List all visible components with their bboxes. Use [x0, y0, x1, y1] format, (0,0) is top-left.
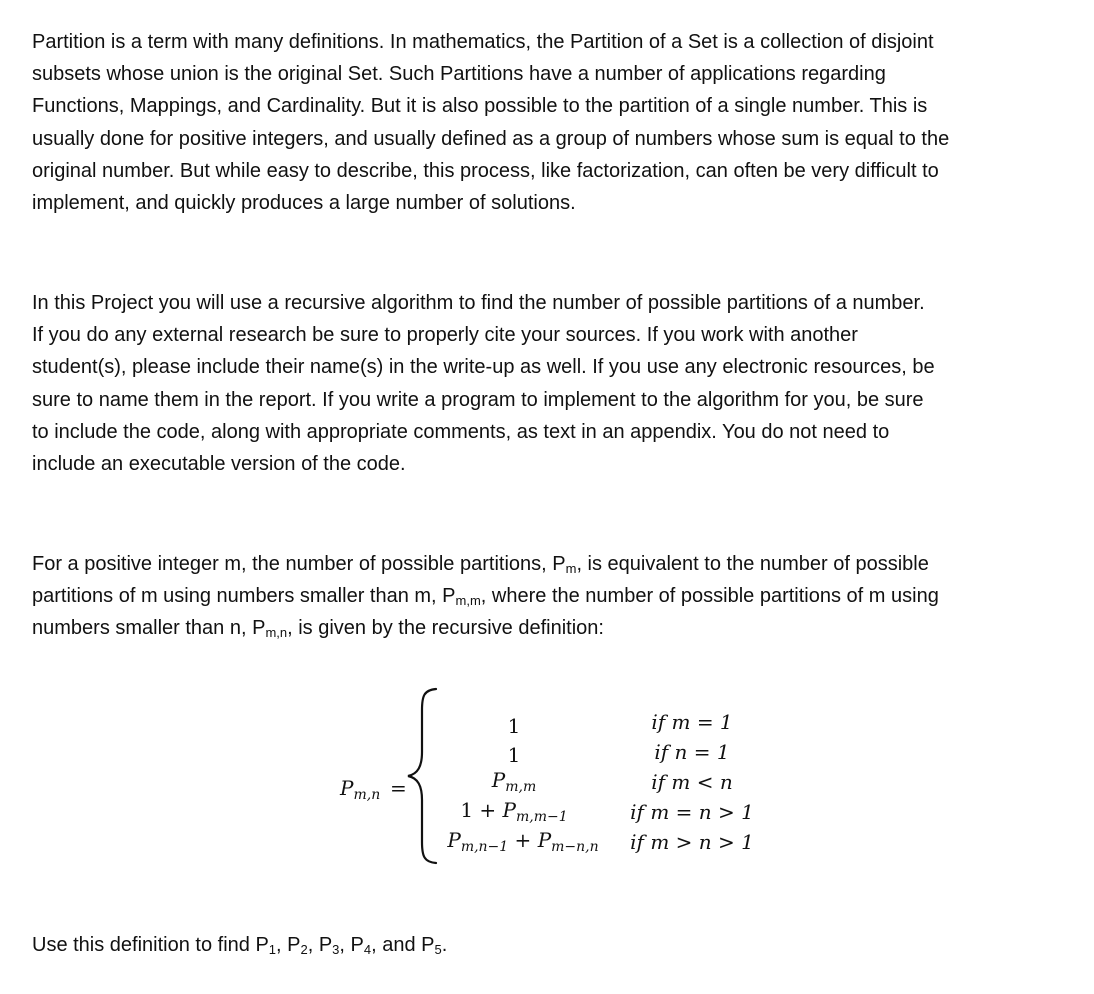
case-condition-4: if m = n > 1	[630, 800, 754, 824]
text-line: If you do any external research be sure to properly cite your sources. If you work with another	[32, 324, 858, 347]
text-line: include an executable version of the code.	[32, 453, 406, 476]
paragraph-partition-intro	[32, 26, 1072, 219]
formula-symbol: P	[491, 768, 506, 792]
formula-subscript: m−n,n	[551, 839, 599, 855]
text-line: to include the code, along with appropriate comments, as text in an appendix. You do not need to	[32, 420, 890, 443]
text-line	[32, 548, 1072, 580]
formula-symbol: P	[340, 776, 354, 800]
text-segment: Use this definition to find P	[32, 934, 269, 956]
subscript: 5	[434, 942, 442, 957]
case-value-2	[508, 743, 521, 767]
text-line	[32, 580, 1072, 612]
case-value-text: 1	[507, 714, 521, 738]
text-line: implement, and quickly produces a large number of solutions.	[32, 192, 576, 215]
text-segment: , P	[307, 934, 333, 956]
subscript: 2	[300, 942, 308, 957]
case-value-text: 1	[507, 743, 521, 767]
subscript: 1	[268, 942, 277, 957]
left-brace-icon	[402, 686, 442, 866]
formula-equals: =	[390, 776, 407, 800]
text-segment: , is equivalent to the number of possible	[576, 553, 929, 575]
text-segment: .	[441, 934, 448, 956]
case-value-text: 1 +	[460, 798, 503, 822]
formula-lhs	[340, 776, 381, 803]
text-line: subsets whose union is the original Set. Such Partitions have a number of applications regarding	[32, 63, 886, 86]
paragraph-task	[32, 929, 1072, 961]
text-line: Functions, Mappings, and Cardinality. But it is also possible to the partition of a single number. This is	[32, 95, 928, 118]
text-line	[32, 612, 1072, 644]
case-value-1	[508, 714, 521, 738]
text-segment: , P	[276, 934, 301, 956]
text-segment: partitions of m using numbers smaller than m, P	[32, 585, 456, 608]
formula-subscript: m,m	[505, 779, 537, 795]
formula-symbol: P	[502, 798, 517, 822]
case-condition-3: if m < n	[651, 770, 733, 794]
subscript: m	[565, 561, 577, 576]
subscript: 4	[363, 942, 372, 957]
subscript: m,m	[455, 593, 481, 609]
text-segment: , and P	[371, 934, 435, 956]
case-value-5	[447, 828, 599, 855]
text-line: In this Project you will use a recursive algorithm to find the number of possible partitions of a number.	[32, 292, 925, 314]
text-segment: numbers smaller than n, P	[32, 617, 266, 640]
text-line	[32, 929, 1072, 961]
text-segment: , is given by the recursive definition:	[287, 617, 604, 640]
formula-symbol: P	[447, 828, 461, 852]
text-segment: , P	[339, 934, 364, 956]
paragraph-definition	[32, 548, 1072, 645]
case-value-4	[460, 798, 568, 825]
formula-subscript: m,n	[353, 787, 381, 803]
subscript: 3	[332, 942, 340, 957]
formula-subscript: m,m−1	[516, 809, 568, 825]
subscript: m,n	[265, 625, 288, 641]
text-line: Partition is a term with many definitions. In mathematics, the Partition of a Set is a collection of disjoint	[32, 31, 934, 53]
case-value-3	[491, 768, 537, 795]
text-line: usually done for positive integers, and usually defined as a group of numbers whose sum is equal to the	[32, 127, 950, 150]
paragraph-project-instructions	[32, 287, 1072, 480]
case-condition-2: if n = 1	[654, 740, 730, 764]
text-segment: , where the number of possible partitions of m using	[480, 585, 939, 608]
case-condition-5: if m > n > 1	[630, 830, 754, 854]
formula-subscript: m,n−1	[460, 839, 509, 855]
case-value-text: +	[508, 828, 538, 852]
case-condition-1: if m = 1	[651, 710, 733, 734]
text-line: student(s), please include their name(s) in the write-up as well. If you use any electronic resources, be	[32, 356, 935, 379]
text-line: original number. But while easy to describe, this process, like factorization, can often be very difficult to	[32, 159, 939, 182]
formula-symbol: P	[537, 828, 552, 852]
text-line: sure to name them in the report. If you write a program to implement to the algorithm for you, be sure	[32, 388, 924, 411]
text-segment: For a positive integer m, the number of possible partitions, P	[32, 553, 566, 575]
